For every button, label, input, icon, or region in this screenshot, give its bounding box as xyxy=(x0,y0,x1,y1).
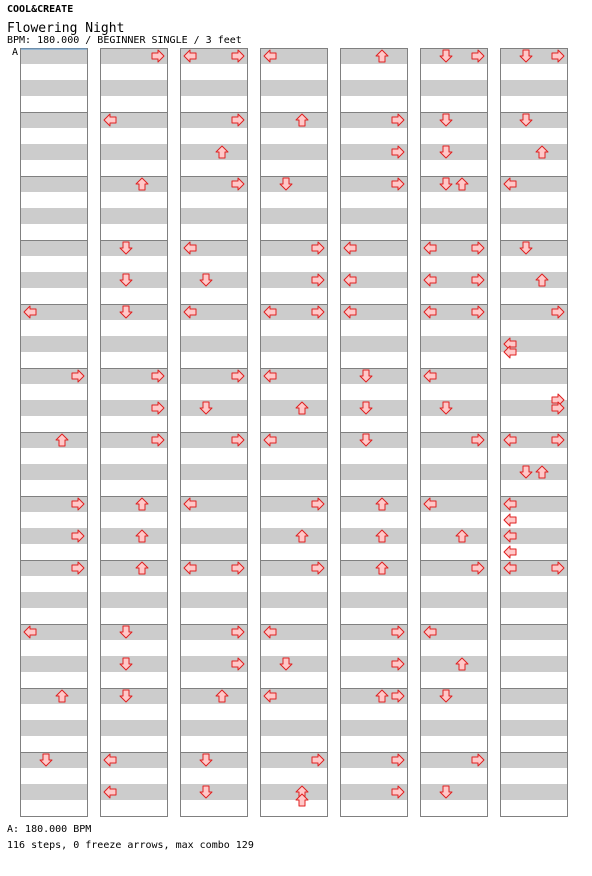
beat-band xyxy=(100,208,168,224)
beat-band xyxy=(420,656,488,672)
beat-band xyxy=(20,592,88,608)
beat-band xyxy=(500,688,568,704)
beat-band xyxy=(500,80,568,96)
beat-band xyxy=(20,144,88,160)
beat-band xyxy=(340,80,408,96)
beat-band xyxy=(420,400,488,416)
beat-band xyxy=(340,560,408,576)
beat-band xyxy=(100,624,168,640)
beat-band xyxy=(20,784,88,800)
beat-band xyxy=(420,720,488,736)
beat-band xyxy=(260,592,328,608)
beat-band xyxy=(100,720,168,736)
beat-band xyxy=(20,688,88,704)
beat-band xyxy=(500,368,568,384)
beat-band xyxy=(420,336,488,352)
beat-band xyxy=(340,368,408,384)
beat-band xyxy=(500,464,568,480)
beat-band xyxy=(500,592,568,608)
beat-band xyxy=(100,176,168,192)
beat-band xyxy=(340,592,408,608)
bpm-legend: A: 180.000 BPM xyxy=(7,824,92,835)
chart-stats: 116 steps, 0 freeze arrows, max combo 129 xyxy=(7,840,254,851)
beat-band xyxy=(420,144,488,160)
beat-band xyxy=(100,144,168,160)
beat-band xyxy=(100,592,168,608)
beat-band xyxy=(20,240,88,256)
beat-band xyxy=(420,784,488,800)
beat-band xyxy=(260,144,328,160)
beat-band xyxy=(100,336,168,352)
beat-band xyxy=(420,464,488,480)
beat-band xyxy=(100,560,168,576)
chart-meta: BPM: 180.000 / BEGINNER SINGLE / 3 feet xyxy=(7,35,242,46)
beat-band xyxy=(260,176,328,192)
beat-band xyxy=(100,240,168,256)
beat-band xyxy=(100,688,168,704)
artist-name: COOL&CREATE xyxy=(7,4,74,15)
beat-band xyxy=(100,656,168,672)
beat-band xyxy=(260,400,328,416)
beat-band xyxy=(500,112,568,128)
beat-band xyxy=(100,304,168,320)
beat-band xyxy=(180,688,248,704)
beat-band xyxy=(340,208,408,224)
beat-band xyxy=(20,48,88,64)
beat-band xyxy=(260,112,328,128)
beat-band xyxy=(500,208,568,224)
beat-band xyxy=(260,464,328,480)
beat-band xyxy=(500,624,568,640)
beat-band xyxy=(180,592,248,608)
beat-band xyxy=(100,464,168,480)
beat-band xyxy=(260,528,328,544)
beat-band xyxy=(500,720,568,736)
beat-band xyxy=(500,656,568,672)
beat-band xyxy=(420,112,488,128)
beat-band xyxy=(180,400,248,416)
beat-band xyxy=(180,336,248,352)
arrow-left-icon xyxy=(504,546,516,558)
bpm-marker-label: A xyxy=(12,47,19,58)
beat-band xyxy=(420,592,488,608)
beat-band xyxy=(100,80,168,96)
beat-band xyxy=(260,80,328,96)
beat-band xyxy=(340,432,408,448)
song-title: Flowering Night xyxy=(7,21,125,36)
beat-band xyxy=(180,720,248,736)
beat-band xyxy=(260,656,328,672)
beat-band xyxy=(100,496,168,512)
beat-band xyxy=(20,112,88,128)
beat-band xyxy=(20,464,88,480)
beat-band xyxy=(260,336,328,352)
beat-band xyxy=(420,528,488,544)
beat-band xyxy=(20,400,88,416)
beat-band xyxy=(20,272,88,288)
beat-band xyxy=(420,176,488,192)
beat-band xyxy=(340,400,408,416)
beat-band xyxy=(20,752,88,768)
beat-band xyxy=(500,240,568,256)
beat-band xyxy=(100,272,168,288)
beat-band xyxy=(500,144,568,160)
beat-band xyxy=(180,80,248,96)
beat-band xyxy=(20,720,88,736)
beat-band xyxy=(420,688,488,704)
beat-band xyxy=(260,784,328,800)
beat-band xyxy=(260,720,328,736)
beat-band xyxy=(180,528,248,544)
beat-band xyxy=(340,48,408,64)
beat-band xyxy=(180,752,248,768)
beat-band xyxy=(20,208,88,224)
beat-band xyxy=(20,176,88,192)
beat-band xyxy=(420,208,488,224)
beat-band xyxy=(20,80,88,96)
beat-band xyxy=(180,464,248,480)
beat-band xyxy=(340,496,408,512)
beat-band xyxy=(500,752,568,768)
beat-band xyxy=(340,720,408,736)
beat-band xyxy=(180,272,248,288)
arrow-left-icon xyxy=(504,514,516,526)
beat-band xyxy=(180,784,248,800)
beat-band xyxy=(20,656,88,672)
beat-band xyxy=(340,528,408,544)
beat-band xyxy=(500,272,568,288)
beat-band xyxy=(180,144,248,160)
beat-band xyxy=(100,528,168,544)
beat-band xyxy=(340,464,408,480)
beat-band xyxy=(420,80,488,96)
beat-band xyxy=(20,432,88,448)
beat-band xyxy=(20,336,88,352)
beat-band xyxy=(500,784,568,800)
beat-band xyxy=(340,336,408,352)
beat-band xyxy=(260,208,328,224)
beat-band xyxy=(180,208,248,224)
